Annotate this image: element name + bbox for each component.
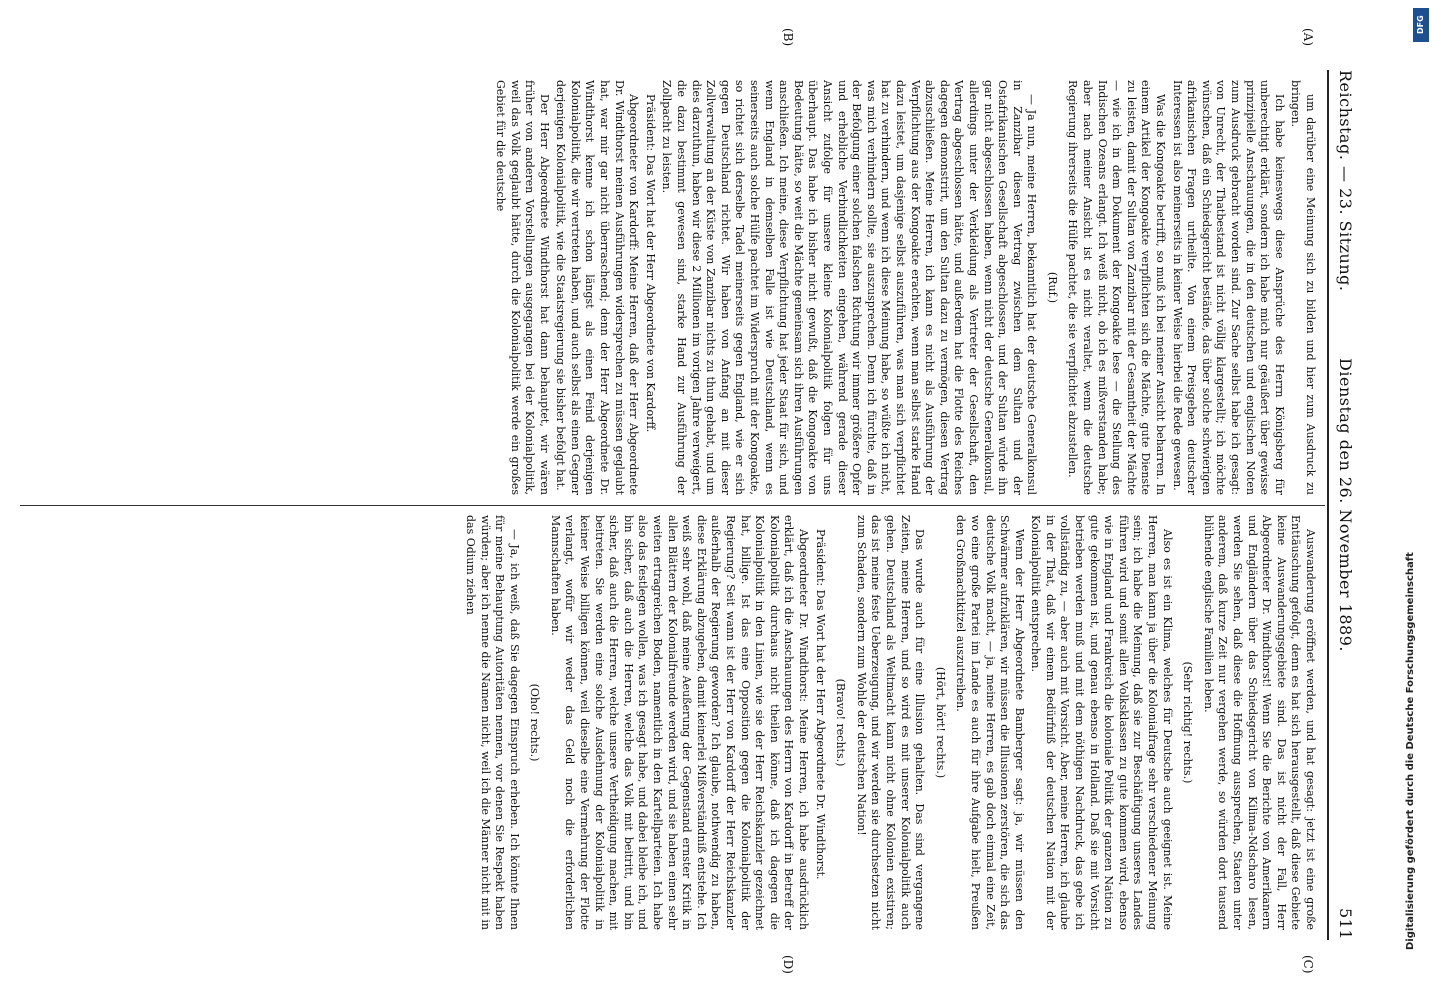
header-date: Dienstag den 26. November 1889. [1336,358,1355,652]
header-rule [1327,70,1329,940]
paragraph: (Sehr richtig! rechts.) [1181,661,1195,784]
paragraph: um darüber eine Meinung sich zu bilden und hier zum Ausdruck zu bringen. [1289,80,1317,495]
digitization-note: Digitalisierung gefördert durch die Deutsche Forschungsgemeinschaft [1405,552,1416,950]
paragraph: Abgeordneter Dr. Windthorst: Meine Herren, ich habe ausdrücklich erklärt, daß ich die Anschauungen des Herrn von Kardorff in Betreff der Kolonialpolitik durchaus nicht theilen könne, daß ich dagegen die Kolonialpolitik in den Linien, wie sie der Herr Reichskanzler gezeichnet hat, billige. Ist das eine Opposition gegen die Kolonialpolitik der Regierung? Seit wann ist der Herr von Kardorff der Herr Reichskanzler außerhalb der Regierung geworden? Ich glaube, nothwendig zu haben, diese Erklärung abzugeben, damit keinerlei Mißverständniß entstehe. Ich weiß sehr wohl, daß meine Aeußerung der Gegenstand ernster Kritik in allen Blättern der Kolonialfreunde werden wird, und sie haben einen sehr weiten ertragreichen Boden, namentlich in den Kartellparteien. Ich habe also das festlegen wollen, was ich gesagt habe, und dabei bleibe ich, und bin sicher, daß auch die Herren, welche das Volk mit beitritt, und bin sicher, daß auch die Herren, welche unsere Vertheidigung machen, mit beitreten. Sie werden eine solche Ausdehnung der Kolonialpolitik in keiner Weise billigen können, weil dieselbe eine Vermehrung der Flotte verlangt, wofür wir weder das Geld noch die erforderlichen Mannschaften haben. [548,515,810,930]
paragraph: Präsident: Das Wort hat der Herr Abgeordnete von Kardorff. [643,94,657,433]
paragraph: Abgeordneter von Kardorff: Meine Herren, daß der Herr Abgeordnete Dr. Windthorst meinen Ausführungen widersprechen zu müssen geglaubt hat, war mir gar nicht überraschend; denn der Herr Abgeordnete Dr. Windthorst kenne ich schon längst als einen Feind derjenigen Kolonialpolitik, die wir vertreten haben, und auch selbst als einen Gegner derjenigen Kolonialpolitik, wie die Staatsregierung sie bisher befolgt hat. [554,80,641,495]
text-column-left [20,80,1317,495]
dfg-logo: DFG [1413,8,1429,42]
paragraph: — Ja nun, meine Herren, bekanntlich hat der deutsche Generalkonsul in Zanzibar diesen Vertrag zwischen dem Sultan und der Ostafrikanischen Gesellschaft abgeschlossen, und der Sultan würde ihn gar nicht abgeschlossen haben, wenn nicht der deutsche Generalkonsul, allerdings unter der Verkleidung als Vertreter der Gesellschaft, den Vertrag abgeschlossen hätte, und außerdem hat die Flotte des Reiches dagegen demonstrirt, um den Sultan dazu zu vermögen, diesen Vertrag abzuschließen. Meine Herren, ich kann es nicht als Ausführung der Verpflichtung aus der Kongoakte erachten, wenn man selbst starke Hand dazu leistet, um dasjenige selbst auszuführen, was man sich verpflichtet hat zu verhindern, und wenn ich diese Meinung habe, so wüßte ich nicht, was mich verhindern sollte, sie auszusprechen. Denn ich fürchte, daß in der Befolgung einer solchen falschen Richtung wir immer größere Opfer und erhebliche Verbindlichkeiten eingehen, während gerade dieser Ansicht zufolge für unsere kleine Kolonialpolitik folgen für uns überhaupt. Das habe ich bisher nicht gewußt, daß die Kongoakte von Bedeutung hätte, so weit die Mächte gemeinsam sich ihren Ausführungen anschließen. Ich meine, diese Verpflichtung hat jeder Staat für sich, und wenn England in demselben Falle ist wie Deutschland, wenn es seinerseits auch solche Hülfe pachtet im Widerspruch mit der Kongoakte, so richtet sich derselbe Tadel meinerseits gegen England, wie er sich gegen Deutschland richtet. Wir haben von Anfang an mit dieser Zollverwaltung an der Küste von Zanzibar nichts zu thun gehabt, und um dies darzuthun, haben wir diese 2 Millionen im vorigen Jahre verweigert, die dazu bestimmt gewesen sind, starke Hand zur Ausführung der Zollpacht zu leisten. [660,80,1039,495]
page-number: 511 [1336,907,1355,940]
paragraph: (Hört, hört! rechts.) [933,666,947,779]
paragraph: Der Herr Abgeordnete Windthorst hat dann behauptet, wir wären früher von anderen Vorstellungen ausgegangen bei der Kolonialpolitik, weil das Volk geglaubt hätte, durch die Kolonialpolitik werde ein großes Gebiet für die deutsche [493,80,551,495]
paragraph: (Oho! rechts.) [528,683,542,762]
column-divider [20,505,1325,506]
margin-marker-a: (A) [1301,28,1315,47]
paragraph: Was die Kongoakte betrifft, so muß ich bei meiner Ansicht beharren. In einem Artikel der Kongoakte verpflichten sich die Mächte, gute Dienste zu leisten, damit der Sultan von Zanzibar mit der Gesamtheit der Mächte — wie ich in dem Dokument der Kongoakte lese — die Stellung des Indischen Ozeans erlangt. Ich weiß nicht, ob ich es mißverstanden habe; aber nach meiner Ansicht ist es nicht veraltet, wenn die deutsche Regierung ihrerseits die Hülfe pachtet, die sie verpflichtet abzustellen. [1066,80,1168,495]
paragraph: (Bravo! rechts.) [834,678,848,767]
paragraph: Wenn der Herr Abgeordnete Bamberger sagt: ja, wir müssen den Schwärmer aufzuklären, wir müssen die Illusionen zerstören, die sich das deutsche Volk macht, — ja, meine Herren, es gab doch einmal eine Zeit, wo eine große Partei im Lande es auch für ihre Aufgabe hielt, Preußen den Großmachtkitzel auszutreiben. [954,515,1026,930]
paragraph: — Ja, ich weiß, daß Sie dagegen Einspruch erheben. Ich könnte Ihnen für meine Behauptung Autoritäten nennen, vor denen Sie Respekt haben würden; aber ich nenne die Namen nicht, weil ich die Männer nicht mit in das Odium ziehen [463,515,521,930]
margin-marker-d: (D) [781,955,795,974]
paragraph: Ich habe keineswegs diese Ansprüche des Herrn Königsberg für unberechtigt erklärt, sondern ich habe mich nur geäußert über gewisse prinzipielle Anschauungen, die in den deutschen und englischen Noten zum Ausdruck gebracht worden sind. Zur Sache selbst habe ich gesagt: von Unrecht, der Thatbestand ist nicht völlig klargestellt; ich möchte wünschen, daß ein Schiedsgericht bestände, das über solche schwierigen afrikanischen Fragen urtheilte. Von einem Preisgeben deutscher Interessen ist also meinerseits in keiner Weise hierbei die Rede gewesen. [1170,80,1286,495]
paragraph: Also es ist ein Klima, welches für Deutsche auch geeignet ist. Meine Herren, man kann ja über die Kolonialfrage sehr verschiedener Meinung sein; ich habe die Meinung, daß sie zur Beschäftigung unseres Landes führen wird und somit allen Volksklassen zu gute kommen wird, ebenso wie in England und Frankreich die koloniale Politik der ganzen Nation zu gute gekommen ist, und genau ebenso in Holland. Daß sie mit Vorsicht betrieben werden muß und mit dem nöthigen Nachdruck, das gebe ich vollständig zu, — aber auch mit Vorsicht. Aber, meine Herren, ich glaube in der That, daß wir einem Bedürfniß der deutschen Nation mit der Kolonialpolitik entsprechen. [1029,515,1174,930]
margin-marker-c: (C) [1301,955,1315,974]
paragraph: Das wurde auch für eine Illusion gehalten. Das sind vergangene Zeiten, meine Herren, und so wird es mit unserer Kolonialpolitik auch gehen. Deutschland als Weltmacht kann nicht ohne Kolonien existiren; das ist meine feste Ueberzeugung, und wir werden sie durchsetzen nicht zum Schaden, sondern zum Wohle der deutschen Nation! [854,515,927,930]
text-column-right [20,515,1317,930]
margin-marker-b: (B) [781,28,795,47]
paragraph: Präsident: Das Wort hat der Herr Abgeordnete Dr. Windthorst. [813,529,827,880]
paragraph: (Ruf.) [1045,271,1059,304]
paragraph: Auswanderung eröffnet werden, und hat gesagt: jetzt ist eine große Enttäuschung gefolgt, denn es hat sich herausgestellt, daß diese Gebiete keine Auswanderungsgebiete sind. Das ist nicht der Fall, Herr Abgeordneter Dr. Windthorst! Wenn Sie die Berichte von Amerikanern und Engländern über das Schiedsgericht von Kilima-Ndscharo lesen, werden Sie sehen, daß diese die Hoffnung aussprechen, Staaten unter anderem, daß kurze Zeit nur vergehen werde, so würden dort tausend blühende englische Familien leben. [1201,515,1317,930]
header-session: Reichstag. — 23. Sitzung. [1336,70,1355,292]
page-header [1329,70,1355,940]
